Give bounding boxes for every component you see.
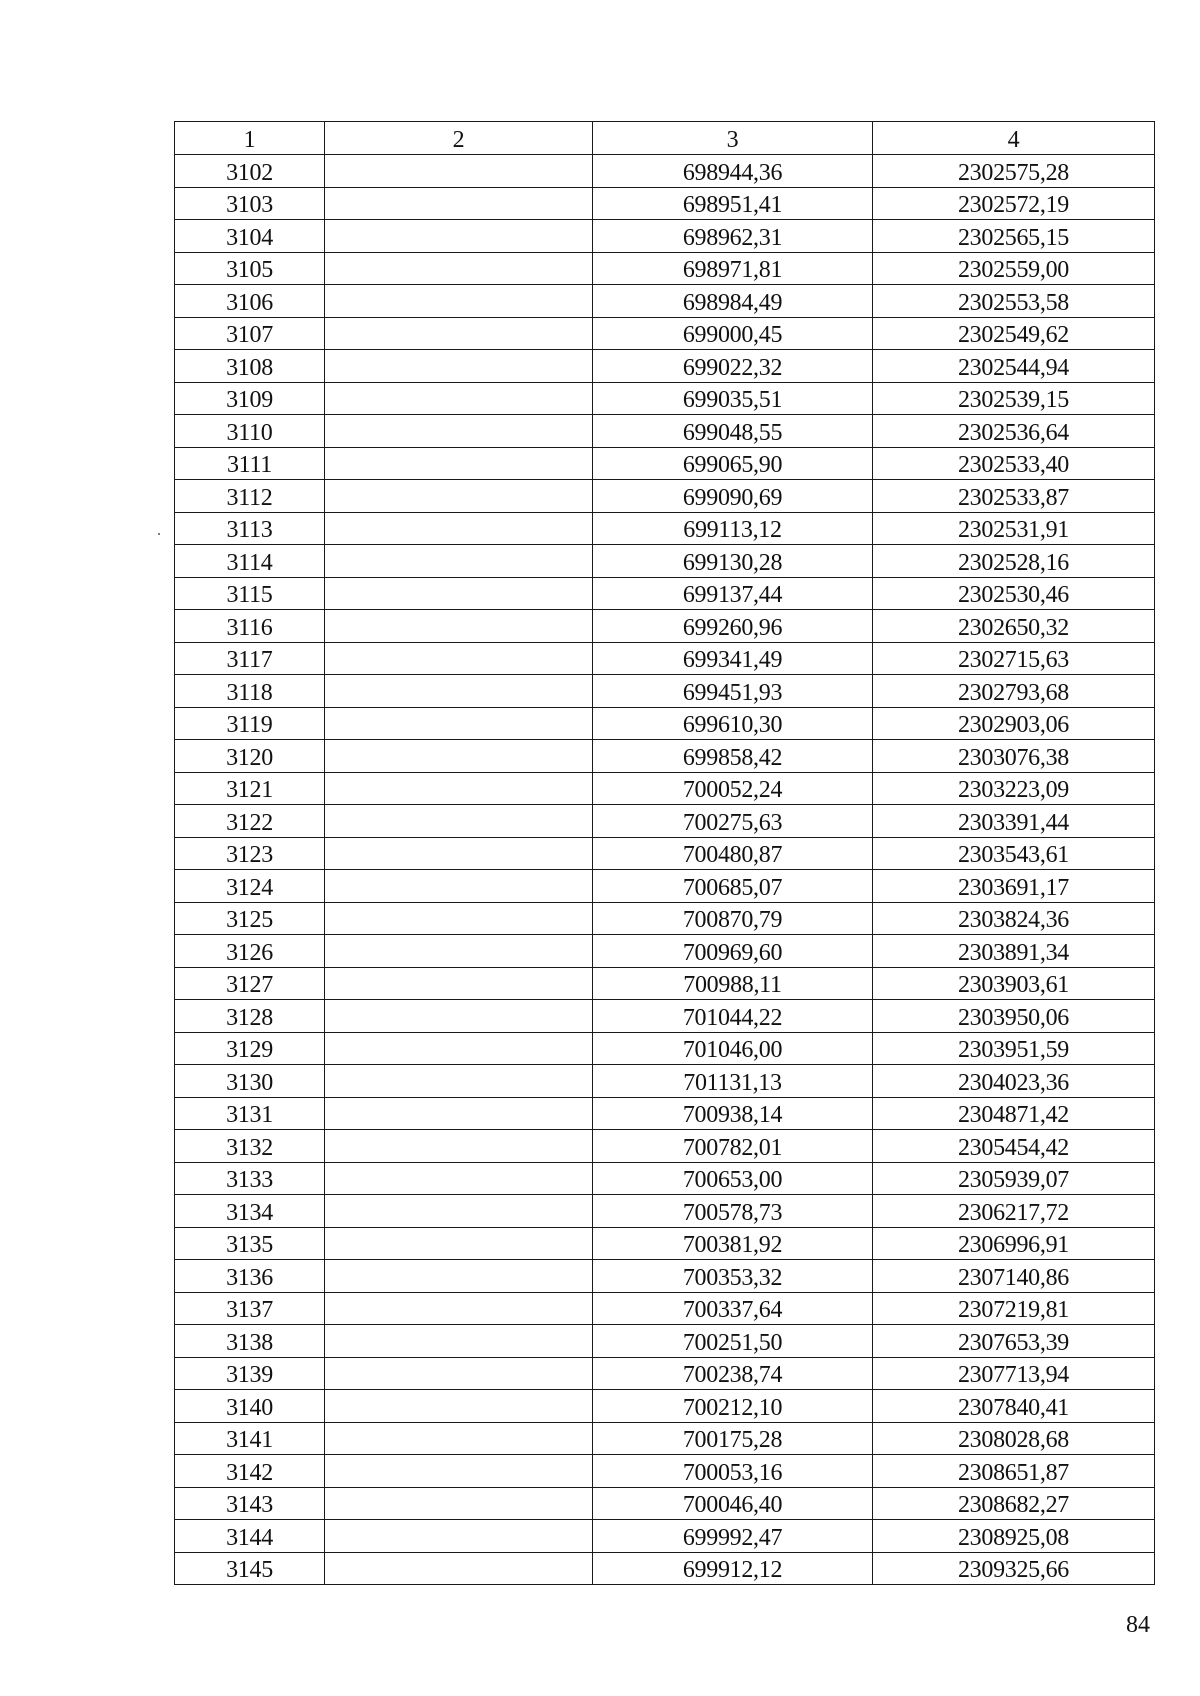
- table-cell-col4: 2302553,58: [873, 285, 1155, 318]
- table-row: [175, 415, 1155, 448]
- table-cell-col4: 2302531,91: [873, 512, 1155, 545]
- table-row: [175, 1065, 1155, 1098]
- table-cell-col4: 2303223,09: [873, 772, 1155, 805]
- table-cell-col3: 700685,07: [593, 870, 873, 903]
- table-cell-col2: [325, 415, 593, 448]
- table-cell-col3: 701131,13: [593, 1065, 873, 1098]
- table-cell-col3: 700782,01: [593, 1130, 873, 1163]
- table-row: [175, 870, 1155, 903]
- table-cell-col3: 700870,79: [593, 902, 873, 935]
- table-cell-col1: 3135: [175, 1227, 325, 1260]
- table-row: [175, 447, 1155, 480]
- table-cell-col3: 699000,45: [593, 317, 873, 350]
- table-cell-col4: 2305939,07: [873, 1162, 1155, 1195]
- table-cell-col1: 3119: [175, 707, 325, 740]
- table-cell-col1: 3125: [175, 902, 325, 935]
- table-cell-col1: 3110: [175, 415, 325, 448]
- table-cell-col3: 700052,24: [593, 772, 873, 805]
- table-cell-col3: 699858,42: [593, 740, 873, 773]
- table-cell-col2: [325, 870, 593, 903]
- table-row: [175, 187, 1155, 220]
- table-cell-col3: 700053,16: [593, 1455, 873, 1488]
- table-cell-col4: 2302575,28: [873, 155, 1155, 188]
- table-cell-col1: 3129: [175, 1032, 325, 1065]
- table-cell-col2: [325, 1520, 593, 1553]
- table-cell-col4: 2303950,06: [873, 1000, 1155, 1033]
- table-row: [175, 1260, 1155, 1293]
- coordinates-table-container: [174, 121, 1154, 1585]
- table-cell-col2: [325, 1260, 593, 1293]
- table-row: [175, 512, 1155, 545]
- table-cell-col1: 3128: [175, 1000, 325, 1033]
- table-cell-col1: 3123: [175, 837, 325, 870]
- table-cell-col2: [325, 1000, 593, 1033]
- table-cell-col2: [325, 935, 593, 968]
- table-cell-col1: 3111: [175, 447, 325, 480]
- table-cell-col2: [325, 1422, 593, 1455]
- table-cell-col2: [325, 480, 593, 513]
- table-cell-col4: 2302539,15: [873, 382, 1155, 415]
- table-row: [175, 740, 1155, 773]
- column-header-2: 2: [325, 122, 593, 155]
- table-cell-col3: 700381,92: [593, 1227, 873, 1260]
- table-cell-col4: 2303691,17: [873, 870, 1155, 903]
- table-row: [175, 1455, 1155, 1488]
- table-cell-col2: [325, 382, 593, 415]
- table-row: [175, 1520, 1155, 1553]
- table-cell-col1: 3109: [175, 382, 325, 415]
- table-row: [175, 480, 1155, 513]
- table-cell-col2: [325, 1292, 593, 1325]
- table-cell-col2: [325, 1227, 593, 1260]
- table-cell-col4: 2305454,42: [873, 1130, 1155, 1163]
- table-cell-col3: 698984,49: [593, 285, 873, 318]
- table-cell-col3: 700938,14: [593, 1097, 873, 1130]
- table-cell-col4: 2302528,16: [873, 545, 1155, 578]
- table-cell-col1: 3134: [175, 1195, 325, 1228]
- table-cell-col2: [325, 577, 593, 610]
- table-cell-col2: [325, 1162, 593, 1195]
- table-row: [175, 675, 1155, 708]
- table-cell-col3: 699130,28: [593, 545, 873, 578]
- table-cell-col3: 700046,40: [593, 1487, 873, 1520]
- table-cell-col1: 3126: [175, 935, 325, 968]
- table-row: [175, 1422, 1155, 1455]
- table-cell-col1: 3140: [175, 1390, 325, 1423]
- table-cell-col2: [325, 252, 593, 285]
- column-header-1: 1: [175, 122, 325, 155]
- table-cell-col4: 2303824,36: [873, 902, 1155, 935]
- table-cell-col1: 3104: [175, 220, 325, 253]
- table-row: [175, 1390, 1155, 1423]
- table-row: [175, 317, 1155, 350]
- table-cell-col2: [325, 1195, 593, 1228]
- table-cell-col1: 3112: [175, 480, 325, 513]
- table-cell-col4: 2302903,06: [873, 707, 1155, 740]
- table-cell-col3: 700337,64: [593, 1292, 873, 1325]
- table-cell-col4: 2303951,59: [873, 1032, 1155, 1065]
- table-cell-col2: [325, 317, 593, 350]
- table-cell-col2: [325, 740, 593, 773]
- table-cell-col4: 2307713,94: [873, 1357, 1155, 1390]
- table-header-row: [175, 122, 1155, 155]
- table-row: [175, 252, 1155, 285]
- table-cell-col2: [325, 837, 593, 870]
- table-cell-col4: 2302533,87: [873, 480, 1155, 513]
- table-cell-col2: [325, 1390, 593, 1423]
- table-cell-col1: 3132: [175, 1130, 325, 1163]
- table-cell-col4: 2303543,61: [873, 837, 1155, 870]
- table-cell-col4: 2302544,94: [873, 350, 1155, 383]
- table-row: [175, 382, 1155, 415]
- table-row: [175, 642, 1155, 675]
- table-cell-col1: 3145: [175, 1552, 325, 1585]
- table-cell-col4: 2308028,68: [873, 1422, 1155, 1455]
- table-cell-col3: 701044,22: [593, 1000, 873, 1033]
- table-cell-col3: 699912,12: [593, 1552, 873, 1585]
- table-cell-col4: 2307840,41: [873, 1390, 1155, 1423]
- table-cell-col2: [325, 772, 593, 805]
- table-cell-col1: 3122: [175, 805, 325, 838]
- table-cell-col1: 3105: [175, 252, 325, 285]
- table-row: [175, 1032, 1155, 1065]
- table-cell-col3: 700969,60: [593, 935, 873, 968]
- table-cell-col2: [325, 902, 593, 935]
- table-cell-col1: 3142: [175, 1455, 325, 1488]
- table-cell-col2: [325, 675, 593, 708]
- table-cell-col3: 699341,49: [593, 642, 873, 675]
- table-cell-col2: [325, 1325, 593, 1358]
- table-cell-col4: 2303891,34: [873, 935, 1155, 968]
- table-cell-col1: 3107: [175, 317, 325, 350]
- column-header-3: 3: [593, 122, 873, 155]
- table-cell-col1: 3113: [175, 512, 325, 545]
- table-cell-col4: 2303903,61: [873, 967, 1155, 1000]
- table-cell-col1: 3117: [175, 642, 325, 675]
- table-row: [175, 155, 1155, 188]
- table-cell-col2: [325, 1455, 593, 1488]
- table-cell-col2: [325, 1065, 593, 1098]
- table-cell-col2: [325, 1552, 593, 1585]
- table-cell-col4: 2304871,42: [873, 1097, 1155, 1130]
- table-cell-col1: 3141: [175, 1422, 325, 1455]
- table-cell-col2: [325, 707, 593, 740]
- table-row: [175, 935, 1155, 968]
- table-cell-col1: 3118: [175, 675, 325, 708]
- table-cell-col4: 2302715,63: [873, 642, 1155, 675]
- table-row: [175, 1552, 1155, 1585]
- table-row: [175, 707, 1155, 740]
- table-cell-col1: 3114: [175, 545, 325, 578]
- table-cell-col2: [325, 350, 593, 383]
- table-cell-col3: 699451,93: [593, 675, 873, 708]
- table-cell-col4: 2308682,27: [873, 1487, 1155, 1520]
- table-row: [175, 1227, 1155, 1260]
- table-cell-col3: 700251,50: [593, 1325, 873, 1358]
- table-cell-col3: 700578,73: [593, 1195, 873, 1228]
- table-cell-col2: [325, 285, 593, 318]
- table-cell-col3: 698944,36: [593, 155, 873, 188]
- table-cell-col1: 3102: [175, 155, 325, 188]
- column-header-4: 4: [873, 122, 1155, 155]
- table-cell-col3: 699260,96: [593, 610, 873, 643]
- table-cell-col4: 2304023,36: [873, 1065, 1155, 1098]
- table-cell-col3: 700988,11: [593, 967, 873, 1000]
- table-row: [175, 902, 1155, 935]
- table-cell-col1: 3137: [175, 1292, 325, 1325]
- table-row: [175, 967, 1155, 1000]
- table-row: [175, 837, 1155, 870]
- table-cell-col3: 700480,87: [593, 837, 873, 870]
- table-cell-col3: 700175,28: [593, 1422, 873, 1455]
- table-row: [175, 1325, 1155, 1358]
- table-cell-col1: 3108: [175, 350, 325, 383]
- table-cell-col2: [325, 512, 593, 545]
- table-cell-col2: [325, 1097, 593, 1130]
- table-cell-col2: [325, 1357, 593, 1390]
- table-row: [175, 1000, 1155, 1033]
- table-row: [175, 805, 1155, 838]
- table-cell-col3: 700275,63: [593, 805, 873, 838]
- table-cell-col4: 2308925,08: [873, 1520, 1155, 1553]
- table-cell-col3: 699113,12: [593, 512, 873, 545]
- table-cell-col3: 698951,41: [593, 187, 873, 220]
- table-cell-col4: 2306217,72: [873, 1195, 1155, 1228]
- table-cell-col1: 3127: [175, 967, 325, 1000]
- table-cell-col4: 2309325,66: [873, 1552, 1155, 1585]
- scan-speck: [158, 533, 160, 535]
- table-row: [175, 1487, 1155, 1520]
- table-cell-col3: 699065,90: [593, 447, 873, 480]
- table-row: [175, 1097, 1155, 1130]
- table-cell-col3: 699992,47: [593, 1520, 873, 1553]
- table-cell-col4: 2307219,81: [873, 1292, 1155, 1325]
- table-cell-col4: 2302793,68: [873, 675, 1155, 708]
- table-row: [175, 220, 1155, 253]
- table-cell-col3: 699090,69: [593, 480, 873, 513]
- table-cell-col1: 3120: [175, 740, 325, 773]
- table-cell-col3: 699048,55: [593, 415, 873, 448]
- table-cell-col3: 699022,32: [593, 350, 873, 383]
- table-cell-col4: 2306996,91: [873, 1227, 1155, 1260]
- table-cell-col4: 2302559,00: [873, 252, 1155, 285]
- table-cell-col2: [325, 1032, 593, 1065]
- table-cell-col4: 2302650,32: [873, 610, 1155, 643]
- table-row: [175, 772, 1155, 805]
- table-cell-col4: 2302536,64: [873, 415, 1155, 448]
- table-row: [175, 1130, 1155, 1163]
- table-cell-col4: 2302572,19: [873, 187, 1155, 220]
- table-cell-col4: 2302549,62: [873, 317, 1155, 350]
- table-cell-col1: 3144: [175, 1520, 325, 1553]
- table-cell-col4: 2307140,86: [873, 1260, 1155, 1293]
- table-cell-col3: 700653,00: [593, 1162, 873, 1195]
- table-cell-col1: 3124: [175, 870, 325, 903]
- table-cell-col2: [325, 155, 593, 188]
- table-cell-col1: 3103: [175, 187, 325, 220]
- table-cell-col3: 700212,10: [593, 1390, 873, 1423]
- table-cell-col1: 3139: [175, 1357, 325, 1390]
- table-cell-col3: 699035,51: [593, 382, 873, 415]
- table-cell-col1: 3133: [175, 1162, 325, 1195]
- table-cell-col2: [325, 545, 593, 578]
- table-cell-col3: 700353,32: [593, 1260, 873, 1293]
- table-cell-col2: [325, 610, 593, 643]
- table-cell-col4: 2302533,40: [873, 447, 1155, 480]
- table-cell-col3: 698962,31: [593, 220, 873, 253]
- table-cell-col1: 3115: [175, 577, 325, 610]
- table-cell-col2: [325, 447, 593, 480]
- table-cell-col1: 3121: [175, 772, 325, 805]
- table-body: [175, 155, 1155, 1585]
- table-cell-col3: 701046,00: [593, 1032, 873, 1065]
- table-cell-col1: 3116: [175, 610, 325, 643]
- table-row: [175, 350, 1155, 383]
- table-row: [175, 545, 1155, 578]
- table-row: [175, 1357, 1155, 1390]
- table-cell-col2: [325, 805, 593, 838]
- table-cell-col4: 2302530,46: [873, 577, 1155, 610]
- table-cell-col1: 3143: [175, 1487, 325, 1520]
- table-cell-col4: 2307653,39: [873, 1325, 1155, 1358]
- table-row: [175, 1195, 1155, 1228]
- table-cell-col3: 700238,74: [593, 1357, 873, 1390]
- table-row: [175, 1292, 1155, 1325]
- table-cell-col4: 2303391,44: [873, 805, 1155, 838]
- table-cell-col2: [325, 1130, 593, 1163]
- table-cell-col1: 3131: [175, 1097, 325, 1130]
- table-row: [175, 610, 1155, 643]
- table-cell-col2: [325, 642, 593, 675]
- table-cell-col1: 3130: [175, 1065, 325, 1098]
- table-cell-col2: [325, 1487, 593, 1520]
- table-cell-col4: 2303076,38: [873, 740, 1155, 773]
- table-cell-col4: 2308651,87: [873, 1455, 1155, 1488]
- table-row: [175, 577, 1155, 610]
- table-cell-col2: [325, 220, 593, 253]
- coordinates-table: [174, 121, 1155, 1585]
- table-cell-col3: 699137,44: [593, 577, 873, 610]
- table-cell-col2: [325, 187, 593, 220]
- table-cell-col1: 3106: [175, 285, 325, 318]
- table-cell-col3: 699610,30: [593, 707, 873, 740]
- table-cell-col1: 3138: [175, 1325, 325, 1358]
- table-cell-col1: 3136: [175, 1260, 325, 1293]
- table-row: [175, 1162, 1155, 1195]
- table-cell-col2: [325, 967, 593, 1000]
- table-row: [175, 285, 1155, 318]
- page-number: 84: [1126, 1612, 1150, 1638]
- table-cell-col3: 698971,81: [593, 252, 873, 285]
- table-cell-col4: 2302565,15: [873, 220, 1155, 253]
